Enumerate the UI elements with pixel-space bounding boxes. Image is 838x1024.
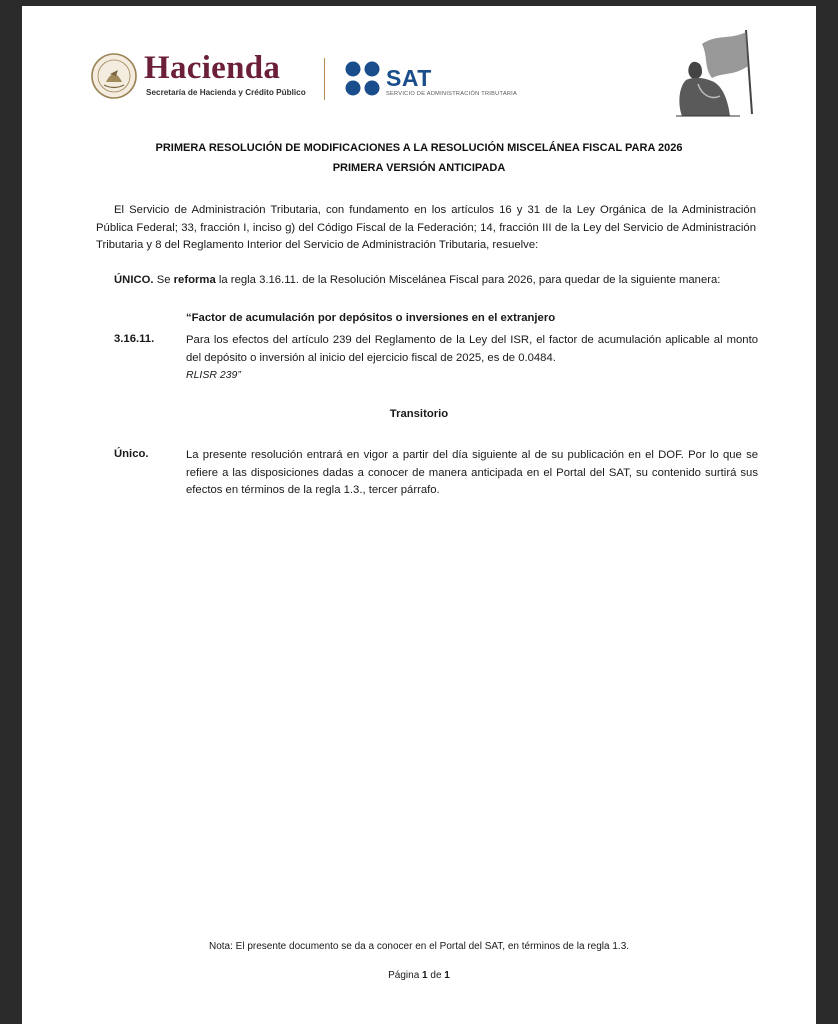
unico-label: ÚNICO. <box>114 274 154 286</box>
hacienda-subtitle: Secretaría de Hacienda y Crédito Público <box>146 88 306 97</box>
transitorio-label: Único. <box>114 448 149 460</box>
unico-bold: reforma <box>173 274 216 286</box>
transitorio-text: La presente resolución entrará en vigor a partir del día siguiente al de su publicación en el DOF. Por lo que se refiere a las disposiciones dadas a conocer de manera anticipada en el Portal del SAT, su contenido surtirá sus efectos en términos de la regla 1.3., tercer párrafo. <box>186 449 758 496</box>
letterhead <box>22 6 816 116</box>
national-seal-icon <box>90 52 138 100</box>
footer-note: Nota: El presente documento se da a conocer en el Portal del SAT, en términos de la regla 1.3. <box>208 941 630 952</box>
page-current: 1 <box>422 970 428 981</box>
transitorio-heading: Transitorio <box>389 408 449 420</box>
unico-text: la regla 3.16.11. de la Resolución Miscelánea Fiscal para 2026, para quedar de la siguiente manera: <box>218 274 721 286</box>
rule-title: “Factor de acumulación por depósitos o inversiones en el extranjero <box>186 312 556 324</box>
rule-citation: RLISR 239” <box>186 369 241 381</box>
flag-figure-icon <box>668 26 758 118</box>
logo-separator <box>324 58 325 100</box>
document-title: PRIMERA RESOLUCIÓN DE MODIFICACIONES A LA RESOLUCIÓN MISCELÁNEA FISCAL PARA 2026 <box>155 142 683 154</box>
page-of: de <box>430 970 442 981</box>
page-indicator <box>22 970 816 981</box>
sat-subtitle: SERVICIO DE ADMINISTRACIÓN TRIBUTARIA <box>386 91 518 97</box>
sat-wordmark: SAT <box>386 65 432 91</box>
hacienda-wordmark: Hacienda <box>144 50 281 86</box>
page-label: Página <box>388 970 420 981</box>
unico-pre: Se <box>156 274 171 286</box>
unico-paragraph <box>114 274 774 286</box>
document-page <box>22 6 816 1024</box>
document-subtitle: PRIMERA VERSIÓN ANTICIPADA <box>332 162 506 174</box>
rule-number: 3.16.11. <box>114 333 155 345</box>
sat-logo-icon <box>344 60 382 98</box>
page-total: 1 <box>444 970 450 981</box>
rule-text: Para los efectos del artículo 239 del Reglamento de la Ley del ISR, el factor de acumulación aplicable al monto del depósito o inversión al inicio del ejercicio fiscal de 2025, es de 0.0484. <box>186 334 758 364</box>
intro-paragraph: El Servicio de Administración Tributaria, con fundamento en los artículos 16 y 31 de la Ley Orgánica de la Administración Pública Federal; 33, fracción I, inciso g) del Código Fiscal de la Federación; 14, fracción III de la Ley del Servicio de Administración Tributaria y 8 del Reglamento Interior del Servicio de Administración Tributaria, resuelve: <box>96 204 756 251</box>
